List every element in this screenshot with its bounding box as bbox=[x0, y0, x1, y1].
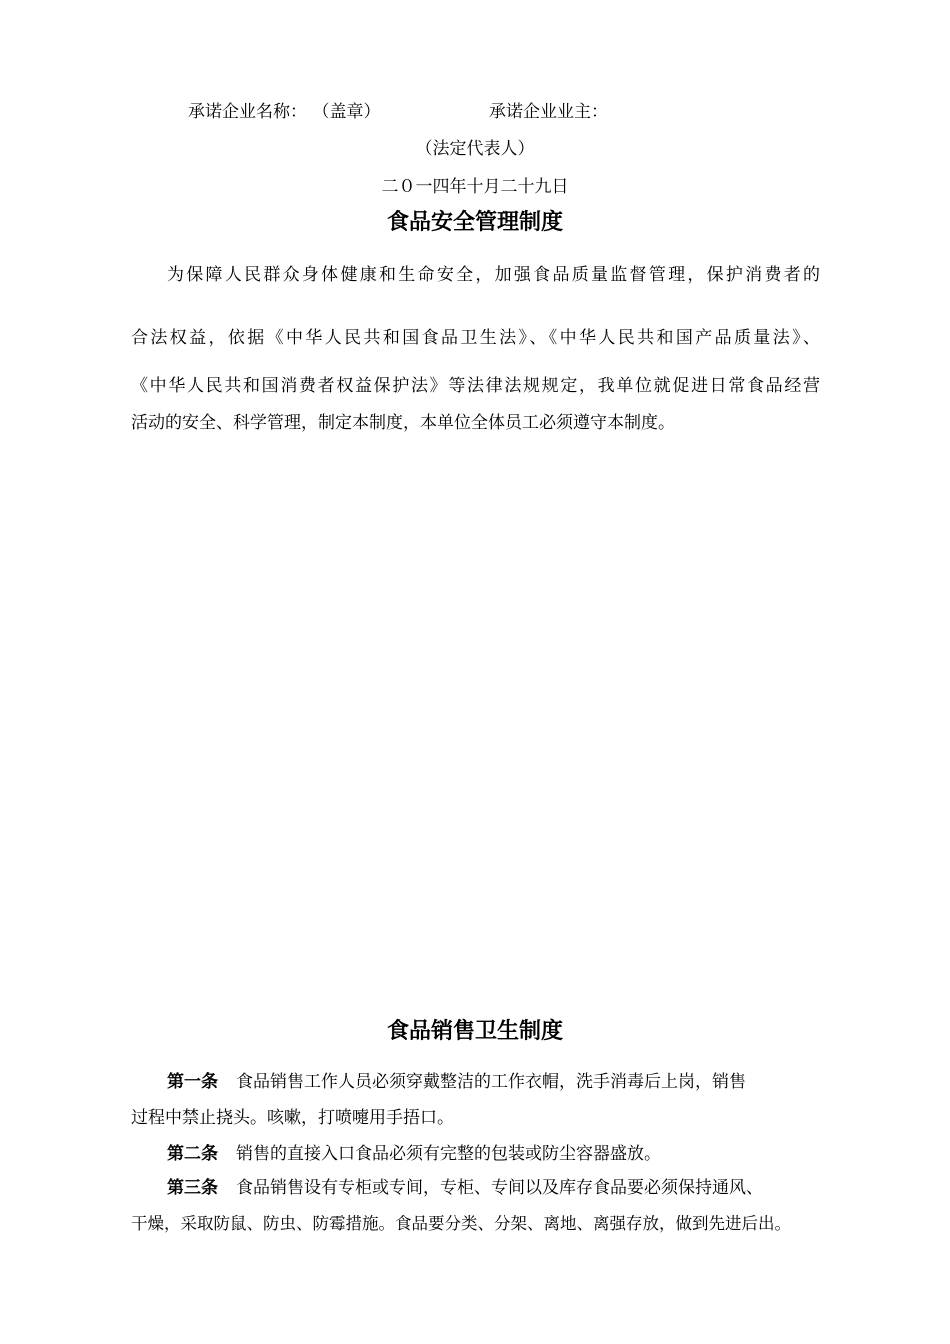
article-1-line-1 bbox=[167, 1071, 820, 1093]
section1-line-2: 合法权益，依据《中华人民共和国食品卫生法》、《中华人民共和国产品质量法》、 bbox=[131, 328, 820, 348]
owner-label: 承诺企业业主： bbox=[489, 102, 608, 122]
seal-text: （盖章） bbox=[321, 102, 381, 122]
article-2-text: 销售的直接入口食品必须有完整的包装或防尘容器盛放。 bbox=[236, 1144, 661, 1164]
article-3-line-2: 干燥，采取防鼠、防虫、防霉措施。食品要分类、分架、离地、离强存放，做到先进后出。 bbox=[131, 1214, 791, 1233]
section2-title: 食品销售卫生制度 bbox=[386, 1019, 563, 1044]
article-1-line-2: 过程中禁止挠头。咳嗽，打喷嚏用手捂口。 bbox=[131, 1108, 454, 1128]
article-1-number: 第一条 bbox=[167, 1072, 218, 1092]
article-2-number: 第二条 bbox=[167, 1144, 218, 1164]
pledge-row bbox=[188, 101, 381, 123]
section1-line-4: 活动的安全、科学管理，制定本制度，本单位全体员工必须遵守本制度。 bbox=[131, 413, 675, 433]
article-3-line-1 bbox=[167, 1177, 763, 1199]
article-1-text: 食品销售工作人员必须穿戴整洁的工作衣帽，洗手消毒后上岗，销售 bbox=[236, 1072, 746, 1092]
section1-title: 食品安全管理制度 bbox=[386, 210, 563, 235]
legal-rep-text: （法定代表人） bbox=[415, 139, 535, 159]
pledge-date: 二０一四年十月二十九日 bbox=[381, 177, 569, 197]
article-2 bbox=[167, 1143, 661, 1165]
section1-line-1: 为保障人民群众身体健康和生命安全，加强食品质量监督管理，保护消费者的 bbox=[167, 265, 820, 285]
article-3-text: 食品销售设有专柜或专间，专柜、专间以及库存食品要必须保持通风、 bbox=[236, 1178, 763, 1198]
section1-line-3: 《中华人民共和国消费者权益保护法》等法律法规规定，我单位就促进日常食品经营 bbox=[131, 376, 820, 396]
company-name-label: 承诺企业名称： bbox=[188, 102, 307, 122]
article-3-number: 第三条 bbox=[167, 1178, 218, 1198]
